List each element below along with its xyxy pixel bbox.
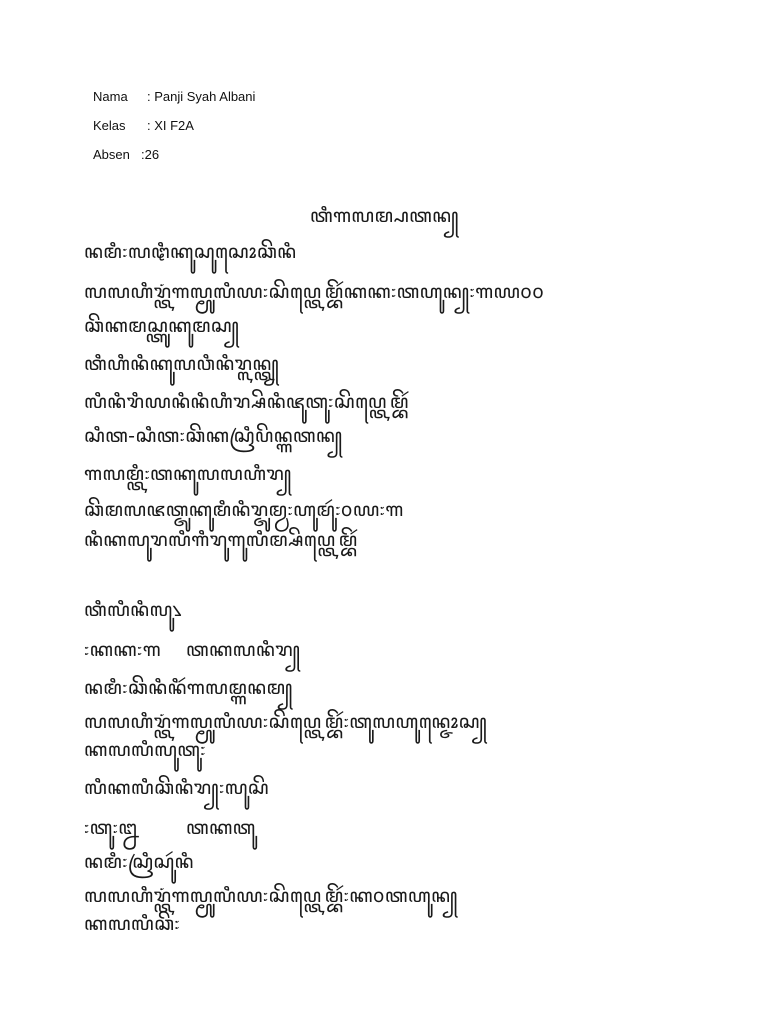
javanese-line-3: ꦕꦼꦏꦩꦱ꧀ꦠꦸꦏꦸꦩꦱ꧀ xyxy=(84,315,240,337)
javanese-line-20: ꦏꦭꦭꦶꦕꦼ꧇ xyxy=(84,913,180,935)
javanese-line-18: ꦤꦩꦶ꧇ꦱꦿꦶꦱꦸꦂꦤꦶ xyxy=(84,851,194,873)
javanese-row-2 xyxy=(0,816,768,840)
javanese-line-19: ꦭꦭꦲꦶꦫ꧀ꦠꦁꦒꦭ꧀ꦩꦸꦭꦶꦪ꧇ꦱꦼꦥ꧀ꦠꦺꦩ꧀ꦧꦼꦂ꧇ꦏ꧐ꦠꦲꦸꦤ꧀ xyxy=(84,885,458,907)
javanese-line-11: ꦠꦶꦭꦶꦤꦶꦭꦸ꧈ xyxy=(84,599,183,621)
absen-label: Absen xyxy=(93,147,130,162)
javanese-line-14: ꦭꦭꦲꦶꦫ꧀ꦠꦁꦒꦭ꧀ꦩꦸꦭꦶꦪ꧇ꦱꦼꦥ꧀ꦠꦺꦩ꧀ꦧꦼꦂ꧇ꦠꦸꦭꦲꦸꦤ꧀ꦗꦺꦴꦱ꧀ xyxy=(84,711,488,733)
javanese-line-16: ꦭꦶꦏꦭꦶꦕꦼꦤꦶꦫ꧀꧇ꦭꦸꦱꦼ xyxy=(84,777,269,799)
row-2-name: ꦠꦏꦠꦸ xyxy=(186,817,256,839)
absen-line xyxy=(93,147,159,163)
nama-line xyxy=(93,89,255,105)
javanese-line-1: ꦤꦩꦶ꧇ꦭꦛꦶꦏꦸꦱꦸꦱꦺꦴꦕꦼꦤꦶ xyxy=(84,241,297,263)
row-1-name: ꦠꦏꦭꦤꦶꦫ꧀ xyxy=(186,639,301,661)
row-2-number: ꧇ꦠꦸ꧇꧒ xyxy=(84,817,138,839)
javanese-line-9: ꦤꦶꦏꦭꦸꦫꦭꦶꦒꦶꦫꦸꦒꦸꦭꦶꦩ꧀ꦱꦼꦥ꧀ꦠꦺꦩ꧀ꦧꦼꦂ xyxy=(84,529,358,551)
nama-label: Nama xyxy=(93,89,128,104)
kelas-value: : XI F2A xyxy=(147,118,194,133)
javanese-line-4: ꦠꦶꦲꦶꦤꦶꦏꦸꦭꦮꦶꦤꦶꦫ꧀ꦭꦤ꧀ꦠ꧀ xyxy=(84,353,280,375)
nama-value: : Panji Syah Albani xyxy=(147,89,256,104)
kelas-line xyxy=(93,118,194,134)
javanese-line-7: ꦒꦭꦩ꧀ꦠꦶ꧇ꦠꦏꦸꦭꦭꦲꦶꦫ꧀ xyxy=(84,463,292,485)
javanese-line-13: ꦤꦩꦶ꧇ꦕꦼꦤꦶꦤꦶꦂꦒꦭꦩ꧀ꦒꦤꦩ꧀ xyxy=(84,677,293,699)
javanese-title: ꦠꦶꦒꦭꦩ꧀ꦥꦠꦤ꧀ xyxy=(310,205,459,227)
javanese-line-6: ꦱꦶꦠ-ꦱꦶꦠ꧇ꦕꦼꦏꦱꦿꦶꦥꦼꦤ꧀ꦒꦠꦤ꧀ xyxy=(84,425,343,447)
absen-value: :26 xyxy=(141,147,160,162)
javanese-line-2: ꦭꦭꦲꦶꦫ꧀ꦠꦁꦒꦭ꧀ꦩꦸꦭꦶꦪ꧇ꦱꦼꦥ꧀ꦠꦺꦩ꧀ꦧꦼꦂꦏꦏ꧇ꦠꦲꦸꦤ꧀꧇꧑꧙꧐꧐ xyxy=(84,281,545,303)
kelas-label: Kelas xyxy=(93,118,126,133)
row-1-number: ꧇ꦏꦏ꧇꧑ xyxy=(84,639,161,661)
javanese-line-15: ꦏꦭꦭꦶꦭꦸꦠꦸ꧇ xyxy=(84,739,206,761)
javanese-line-8: ꦕꦼꦩꦭꦗꦠ꧀ꦗꦸꦏꦸꦩꦶꦤꦶꦫ꧀ꦗꦸꦩ꧀ꦮ꧇ꦲꦸꦩꦸꦂ꧇꧐꧙꧇꧑ xyxy=(84,499,404,521)
javanese-row-1 xyxy=(0,638,768,662)
javanese-line-5: ꦭꦶꦤꦶꦫꦶꦪꦤꦶꦤꦶꦲꦶꦫ꧀ꦱꦼꦤꦶꦗꦸꦠꦸ꧇ꦱꦼꦥ꧀ꦠꦺꦩ꧀ꦧꦼꦂ xyxy=(84,391,409,413)
